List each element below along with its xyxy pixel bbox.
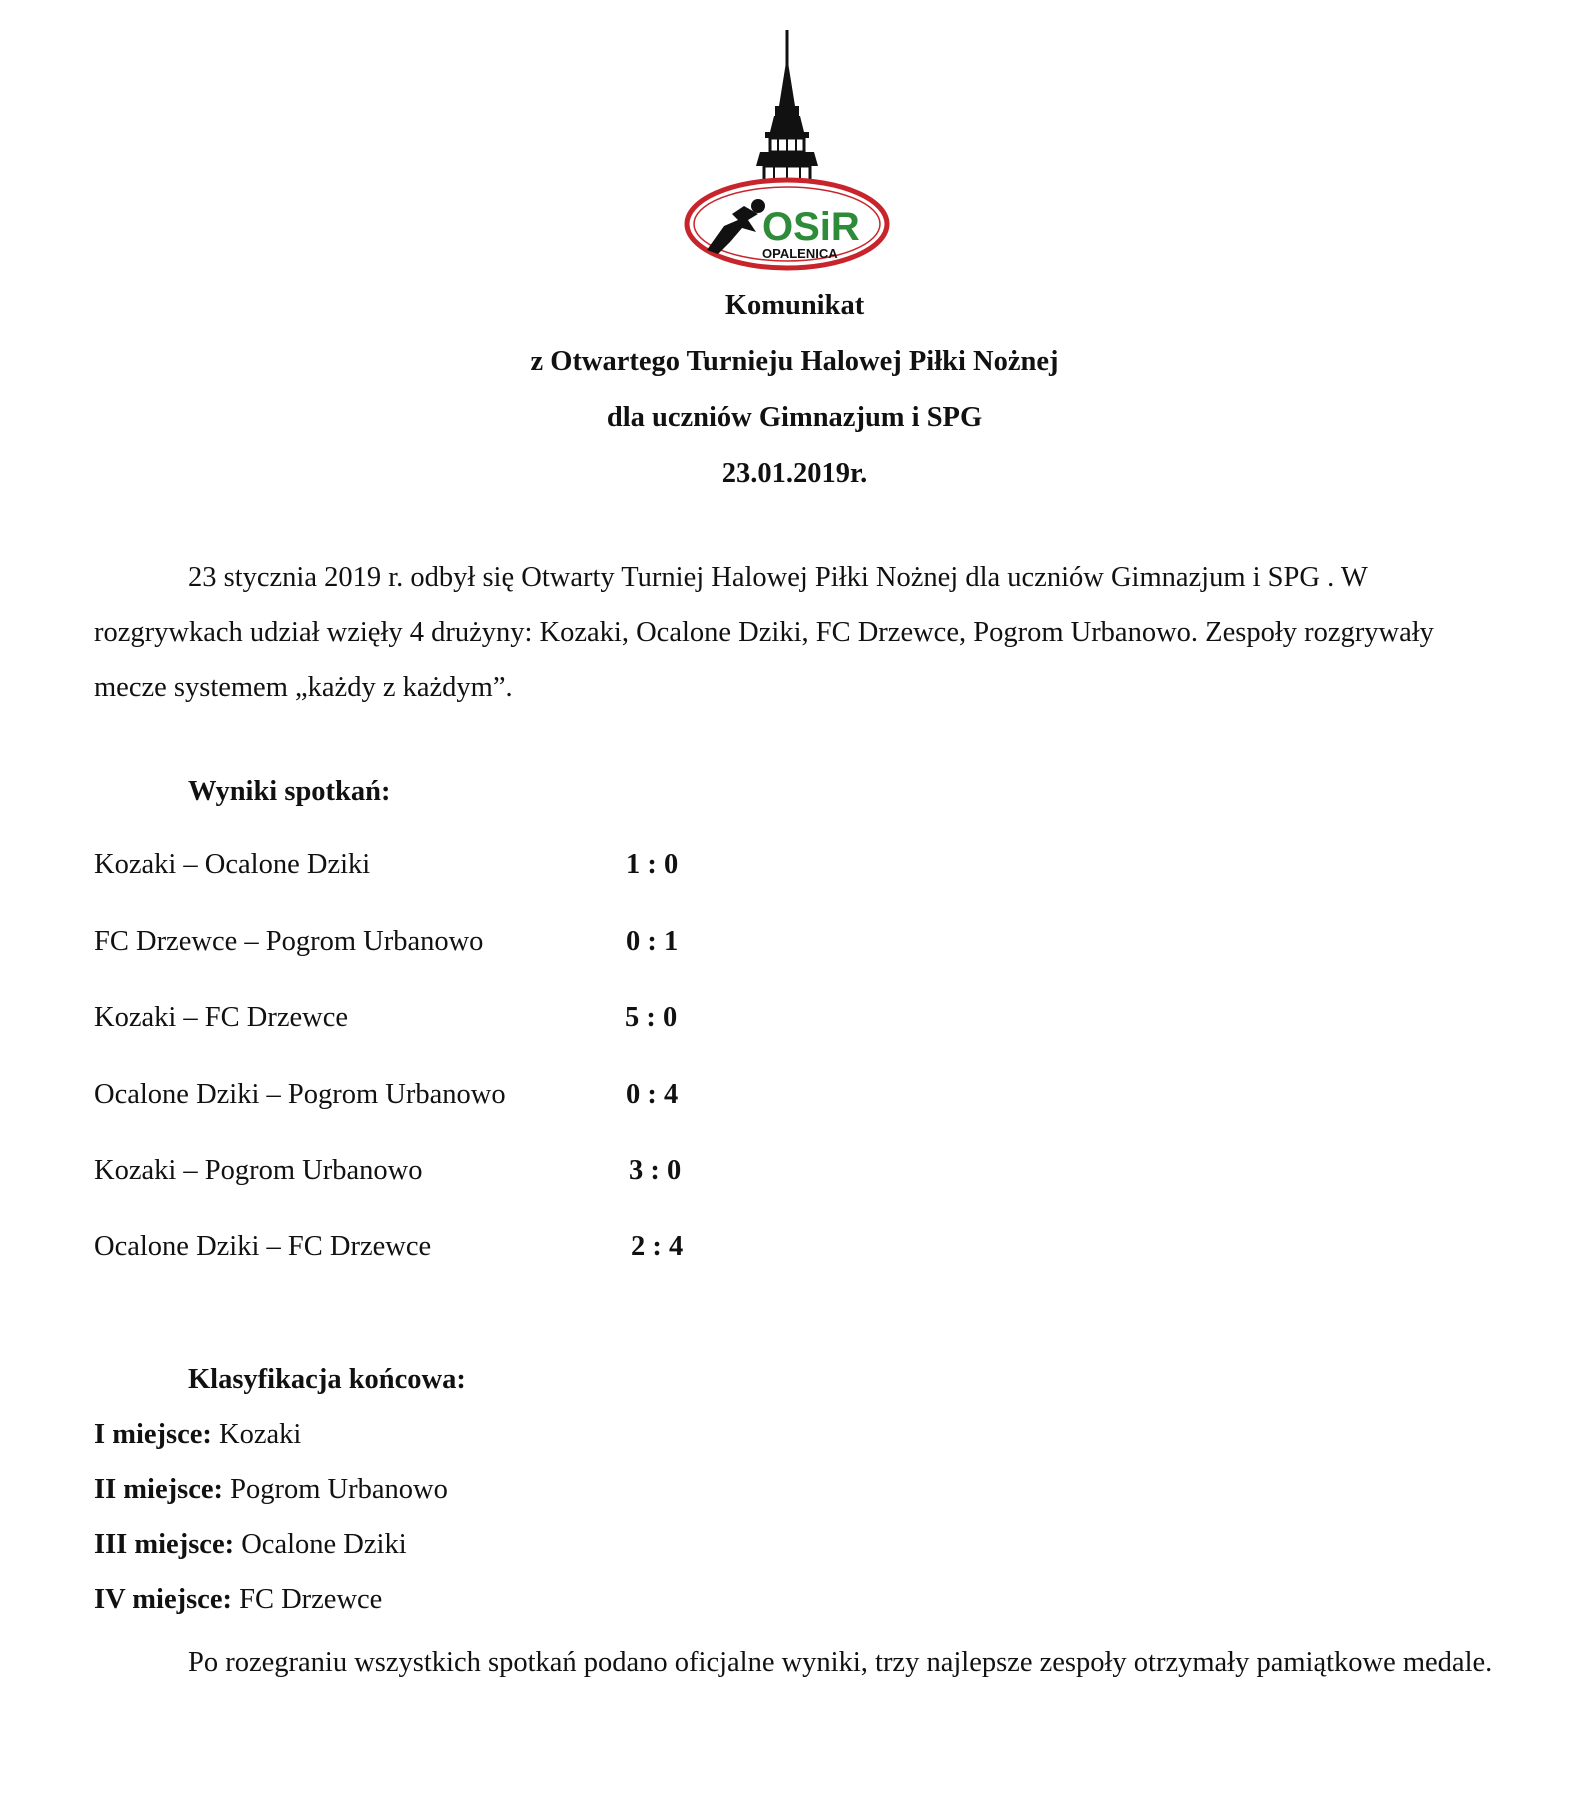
match-teams: Kozaki – FC Drzewce: [94, 1002, 349, 1033]
match-score: 0 : 1: [626, 926, 679, 957]
title-line-komunikat: Komunikat: [724, 290, 865, 321]
match-teams: Kozaki – Ocalone Dziki: [94, 849, 371, 880]
match-teams: FC Drzewce – Pogrom Urbanowo: [94, 926, 484, 957]
match-row: [94, 1075, 794, 1115]
match-row: [94, 998, 794, 1038]
place-team: FC Drzewce: [239, 1584, 383, 1615]
match-score: 5 : 0: [625, 1002, 678, 1033]
place-team: Pogrom Urbanowo: [230, 1474, 448, 1505]
match-row: [94, 1151, 794, 1191]
title-line-participants: dla uczniów Gimnazjum i SPG: [606, 402, 983, 433]
match-teams: Ocalone Dziki – FC Drzewce: [94, 1231, 432, 1262]
document-title: [0, 278, 1589, 502]
logo-text: OSiR: [762, 205, 860, 249]
place-row: [94, 1525, 407, 1565]
place-team: Kozaki: [219, 1419, 302, 1450]
match-score: 0 : 4: [626, 1079, 679, 1110]
match-row: [94, 922, 794, 962]
match-row: [94, 845, 794, 885]
match-teams: Kozaki – Pogrom Urbanowo: [94, 1155, 423, 1186]
match-score: 3 : 0: [629, 1155, 682, 1186]
closing-text: Po rozegraniu wszystkich spotkań podano oficjalne wyniki, trzy najlepsze zespoły otrzymały pamiątkowe medale.: [188, 1647, 1493, 1678]
place-row: [94, 1580, 382, 1620]
intro-paragraph: [94, 550, 1494, 715]
osir-opalenica-logo: [682, 28, 892, 273]
osir-opalenica-logo-icon: [682, 28, 892, 273]
logo-subtext: OPALENICA: [762, 246, 838, 261]
intro-text: 23 stycznia 2019 r. odbył się Otwarty Turniej Halowej Piłki Nożnej dla uczniów Gimnazjum i SPG . W rozgrywkach udział wzięły 4 drużyny: Kozaki, Ocalone Dziki, FC Drzewce, Pogrom Urbanowo. Zespoły rozgrywały mecze systemem „każdy z każdym”.: [94, 562, 1434, 703]
place-team: Ocalone Dziki: [241, 1529, 407, 1560]
place-label: III miejsce:: [94, 1529, 242, 1560]
closing-paragraph: [94, 1635, 1494, 1690]
match-score: 1 : 0: [626, 849, 679, 880]
place-label: IV miejsce:: [94, 1584, 240, 1615]
place-row: [94, 1415, 301, 1455]
title-line-date: 23.01.2019r.: [721, 458, 868, 489]
classification-heading: Klasyfikacja końcowa:: [188, 1364, 466, 1395]
place-label: II miejsce:: [94, 1474, 231, 1505]
title-line-tournament: z Otwartego Turnieju Halowej Piłki Nożnej: [530, 346, 1059, 377]
place-label: I miejsce:: [94, 1419, 220, 1450]
match-row: [94, 1227, 794, 1267]
results-heading: Wyniki spotkań:: [188, 776, 391, 807]
match-score: 2 : 4: [631, 1231, 684, 1262]
match-teams: Ocalone Dziki – Pogrom Urbanowo: [94, 1079, 506, 1110]
place-row: [94, 1470, 448, 1510]
